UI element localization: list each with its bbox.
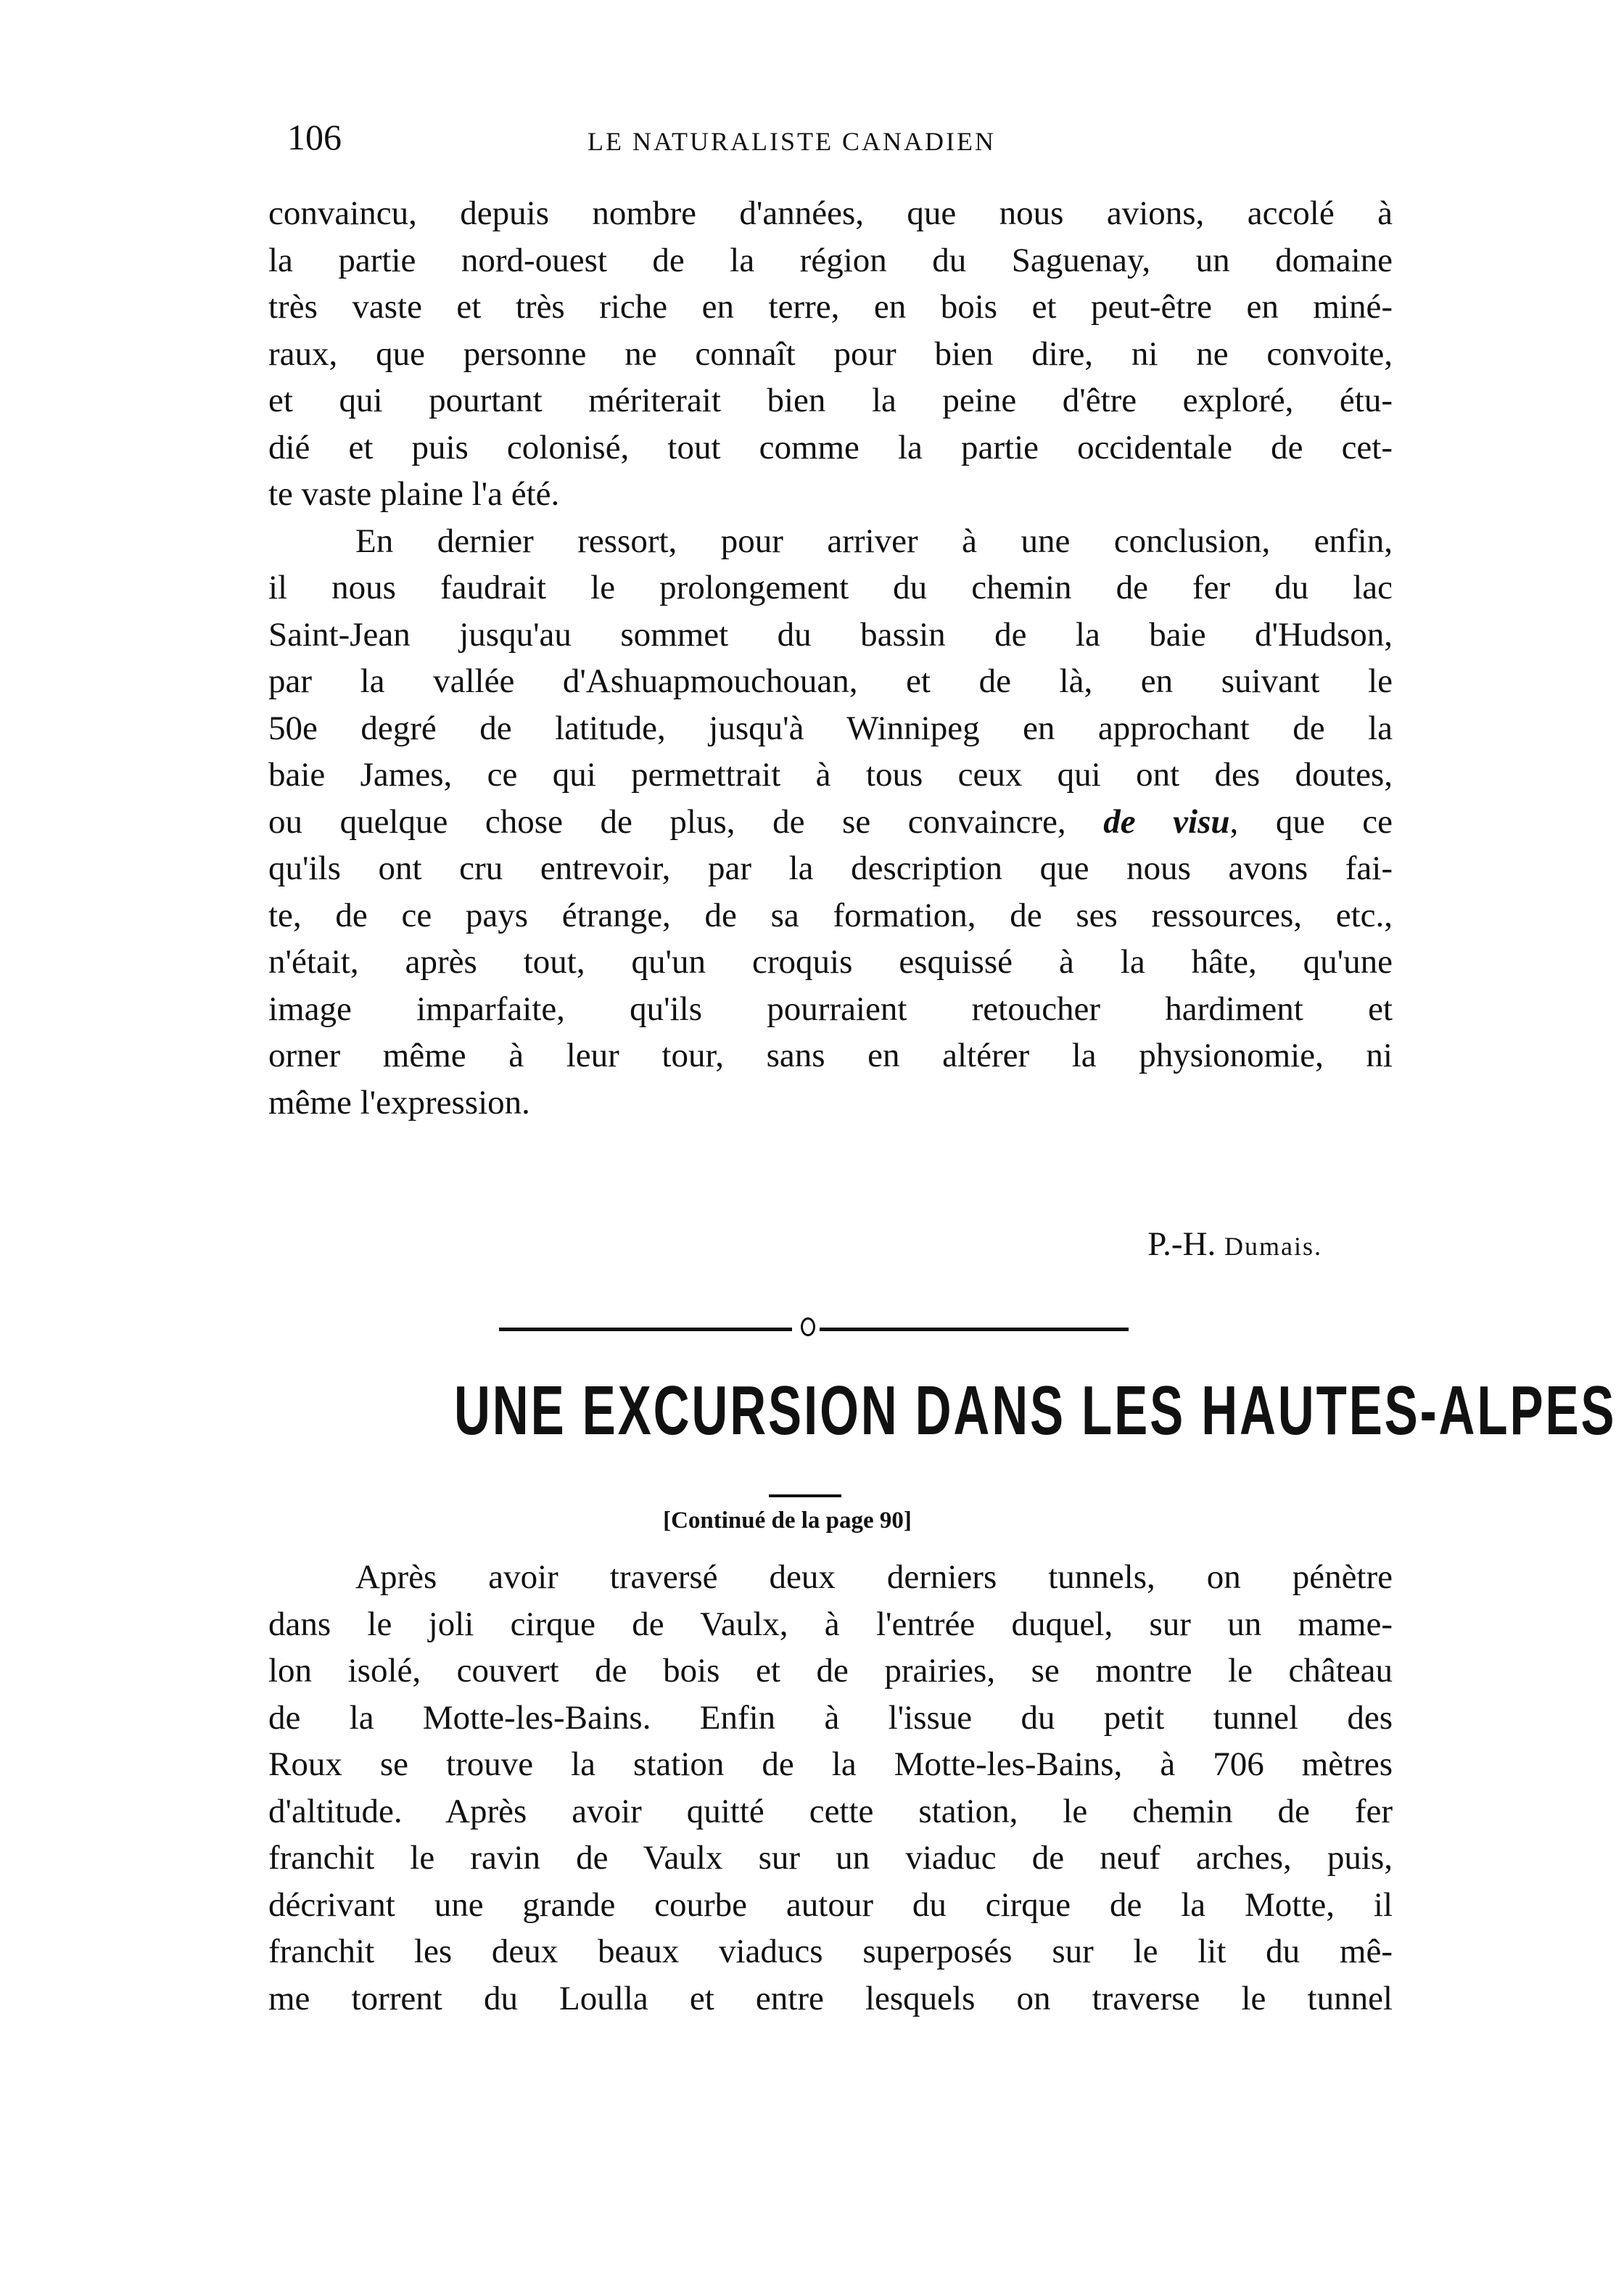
text-segment: ou quelque chose de plus, de se convaincre, (268, 802, 1066, 841)
page-number: 106 (287, 117, 342, 157)
divider-ornament (801, 1317, 815, 1336)
title-underline (769, 1494, 841, 1497)
text-line: qu'ils ont cru entrevoir, par la description que nous avons fai- (268, 849, 1393, 887)
text-line: image imparfaite, qu'ils pourraient retoucher hardiment et (268, 989, 1393, 1028)
text-line: me torrent du Loulla et entre lesquels on traverse le tunnel (268, 1979, 1393, 2017)
text-line: franchit le ravin de Vaulx sur un viaduc de neuf arches, puis, (268, 1839, 1393, 1877)
text-line: Roux se trouve la station de la Motte-les-Bains, à 706 mètres (268, 1745, 1393, 1783)
author-signature (1147, 1225, 1322, 1264)
section-divider-left (499, 1328, 792, 1331)
section-divider-right (820, 1328, 1129, 1331)
article-title: UNE EXCURSION DANS LES HAUTES-ALPES (454, 1372, 1616, 1449)
text-line: Saint-Jean jusqu'au sommet du bassin de la baie d'Hudson, (268, 615, 1393, 654)
text-line: très vaste et très riche en terre, en bois et peut-être en miné- (268, 288, 1393, 326)
signature-initials: P.-H. (1147, 1225, 1224, 1263)
text-line: orner même à leur tour, sans en altérer la physionomie, ni (268, 1037, 1393, 1074)
text-line: te, de ce pays étrange, de sa formation, de ses ressources, etc., (268, 896, 1393, 934)
text-line: raux, que personne ne connaît pour bien dire, ni ne convoite, (268, 334, 1393, 373)
article-1-body (268, 190, 1393, 1126)
page-header (283, 116, 1407, 174)
text-line: baie James, ce qui permettrait à tous ceux qui ont des doutes, (268, 756, 1393, 794)
text-line: même l'expression. (268, 1083, 530, 1122)
text-line: la partie nord-ouest de la région du Saguenay, un domaine (268, 241, 1393, 279)
article-2-body (268, 1554, 1393, 2022)
text-line: dié et puis colonisé, tout comme la partie occidentale de cet- (268, 428, 1393, 466)
italic-phrase: de visu (1103, 802, 1230, 841)
text-line: franchit les deux beaux viaducs superposés sur le lit du mê- (268, 1933, 1393, 1970)
signature-name: Dumais. (1224, 1232, 1322, 1261)
text-line: 50e degré de latitude, jusqu'à Winnipeg en approchant de la (268, 709, 1393, 747)
text-line: te vaste plaine l'a été. (268, 475, 560, 513)
text-line-with-italic (268, 799, 1393, 846)
text-line: il nous faudrait le prolongement du chemin de fer du lac (268, 569, 1393, 606)
text-line: n'était, après tout, qu'un croquis esquissé à la hâte, qu'une (268, 943, 1393, 981)
text-line: Après avoir traversé deux derniers tunnels, on pénètre (355, 1558, 1393, 1596)
text-line: dans le joli cirque de Vaulx, à l'entrée duquel, sur un mame- (268, 1605, 1393, 1643)
text-line: de la Motte-les-Bains. Enfin à l'issue du petit tunnel des (268, 1698, 1393, 1737)
text-segment: , que ce (1229, 802, 1393, 841)
text-line: décrivant une grande courbe autour du cirque de la Motte, il (268, 1885, 1393, 1924)
text-line: d'altitude. Après avoir quitté cette station, le chemin de fer (268, 1792, 1393, 1830)
text-line: convaincu, depuis nombre d'années, que nous avions, accolé à (268, 194, 1393, 232)
text-line: En dernier ressort, pour arriver à une conclusion, enfin, (355, 522, 1393, 560)
text-line: lon isolé, couvert de bois et de prairies, se montre le château (268, 1652, 1393, 1690)
text-line: par la vallée d'Ashuapmouchouan, et de là, en suivant le (268, 662, 1393, 700)
continued-note: [Continué de la page 90] (663, 1507, 912, 1534)
text-line: et qui pourtant mériterait bien la peine d'être exploré, étu- (268, 382, 1393, 419)
running-title: LE NATURALISTE CANADIEN (588, 127, 996, 156)
